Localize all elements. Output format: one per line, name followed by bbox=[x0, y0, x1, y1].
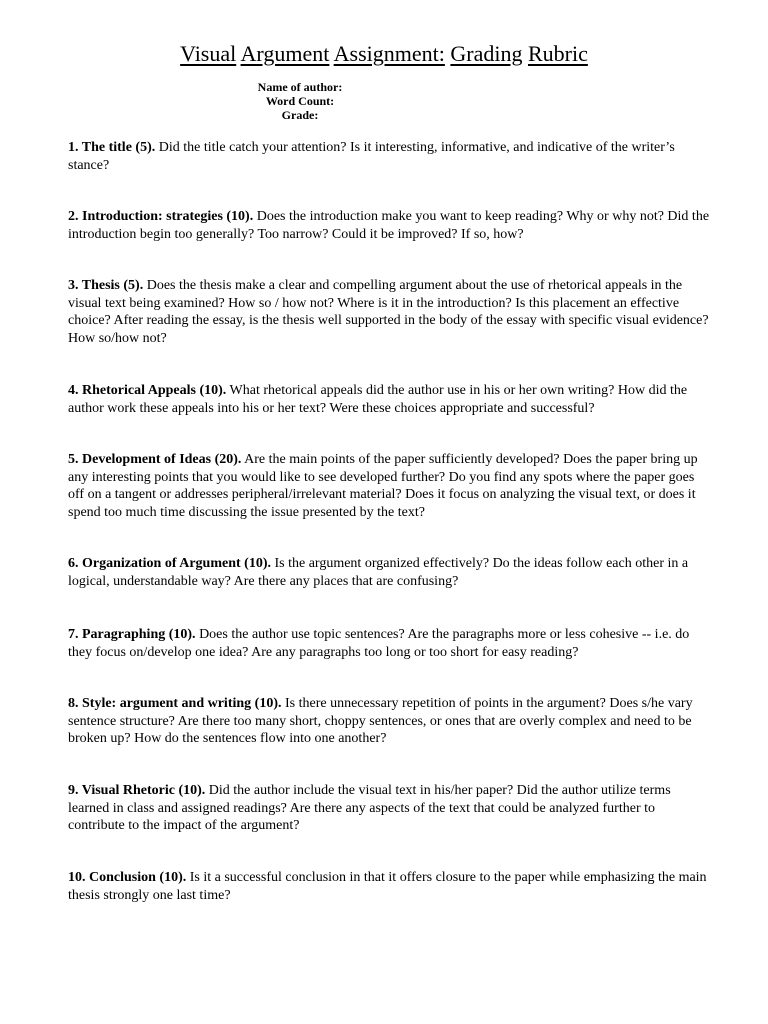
rubric-item-text: Is the argument organized effectively? Do the ideas follow each other in a logical, understandable way? Are there any places that are confusing? bbox=[68, 556, 689, 589]
rubric-item-heading: 3. Thesis (5). bbox=[68, 278, 144, 293]
rubric-item-organization bbox=[68, 555, 710, 590]
rubric-item-text: Is it a successful conclusion in that it offers closure to the paper while emphasizing the main thesis strongly one last time? bbox=[68, 870, 707, 903]
rubric-item-heading: 8. Style: argument and writing (10). bbox=[68, 696, 282, 711]
rubric-item-visual-rhetoric bbox=[68, 782, 710, 835]
rubric-item-text: Are the main points of the paper sufficiently developed? Does the paper bring up any interesting points that you would like to see developed further? Do you find any spots where the paper goes off on a tangent or addresses peripheral/irrelevant material? Does it focus on analyzing the visual text, or does it spend too much time discussing the issue presented by the text? bbox=[68, 452, 698, 520]
title-word: Assignment: bbox=[333, 41, 445, 66]
grade-field: Grade: bbox=[281, 108, 319, 122]
rubric-item-development bbox=[68, 451, 710, 521]
rubric-item-text: Is there unnecessary repetition of points in the argument? Does s/he vary sentence structure? Are there too many short, choppy sentences, or ones that are overly complex and need to be broken up? How do the sentences flow into one another? bbox=[68, 696, 693, 746]
rubric-item-text: What rhetorical appeals did the author use in his or her own writing? How did the author work these appeals into his or her text? Were these choices appropriate and successful? bbox=[68, 383, 688, 416]
title-word: Grading bbox=[450, 41, 523, 66]
meta-fields bbox=[250, 80, 350, 122]
page-title bbox=[0, 40, 768, 68]
title-word: Rubric bbox=[527, 41, 588, 66]
rubric-item-conclusion bbox=[68, 869, 710, 904]
rubric-item-heading: 1. The title (5). bbox=[68, 140, 156, 155]
rubric-item-thesis bbox=[68, 277, 710, 347]
rubric-item-rhetorical-appeals bbox=[68, 382, 710, 417]
rubric-item-heading: 10. Conclusion (10). bbox=[68, 870, 187, 885]
rubric-item-heading: 4. Rhetorical Appeals (10). bbox=[68, 383, 227, 398]
rubric-item-text: Did the title catch your attention? Is it interesting, informative, and indicative of the writer’s stance? bbox=[68, 140, 675, 173]
rubric-item-heading: 9. Visual Rhetoric (10). bbox=[68, 783, 206, 798]
word-count-field: Word Count: bbox=[265, 94, 335, 108]
rubric-item-text: Does the introduction make you want to keep reading? Why or why not? Did the introduction begin too generally? Too narrow? Could it be improved? If so, how? bbox=[68, 209, 710, 242]
rubric-item-text: Did the author include the visual text in his/her paper? Did the author utilize terms learned in class and assigned readings? Are there any aspects of the text that could be analyzed further to contribute to the impact of the argument? bbox=[68, 783, 671, 833]
rubric-item-style bbox=[68, 695, 710, 748]
title-word: Argument bbox=[240, 41, 330, 66]
rubric-item-paragraphing bbox=[68, 626, 710, 661]
author-name-field: Name of author: bbox=[257, 80, 343, 94]
rubric-item-heading: 5. Development of Ideas (20). bbox=[68, 452, 242, 467]
rubric-item-text: Does the author use topic sentences? Are the paragraphs more or less cohesive -- i.e. do they focus on/develop one idea? Are any paragraphs too long or too short for easy reading? bbox=[68, 627, 690, 660]
rubric-item-introduction bbox=[68, 208, 710, 243]
rubric-item-heading: 6. Organization of Argument (10). bbox=[68, 556, 271, 571]
title-word: Visual bbox=[180, 41, 237, 66]
rubric-item-heading: 7. Paragraphing (10). bbox=[68, 627, 196, 642]
rubric-item-title bbox=[68, 139, 710, 174]
rubric-item-text: Does the thesis make a clear and compelling argument about the use of rhetorical appeals in the visual text being examined? How so / how not? Where is it in the introduction? Is this placement an effective choice? After reading the essay, is the thesis well supported in the body of the essay with specific visual evidence? How so/how not? bbox=[68, 278, 709, 346]
rubric-item-heading: 2. Introduction: strategies (10). bbox=[68, 209, 254, 224]
